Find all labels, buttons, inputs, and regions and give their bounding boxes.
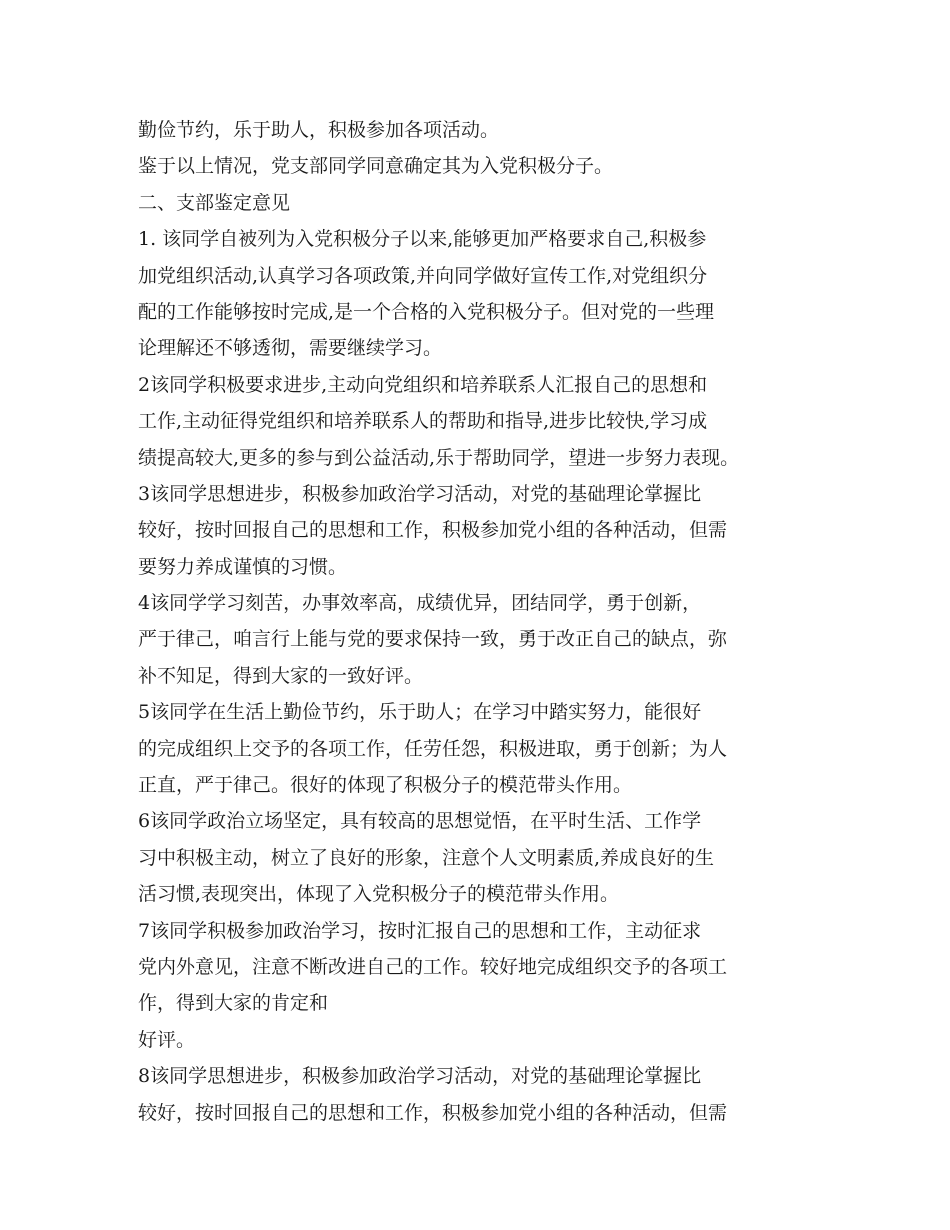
text-line: 3该同学思想进步，积极参加政治学习活动，对党的基础理论掌握比 bbox=[138, 482, 702, 505]
text-line: 较好，按时回报自己的思想和工作，积极参加党小组的各种活动，但需 bbox=[138, 519, 728, 542]
text-line: 补不知足，得到大家的一致好评。 bbox=[138, 664, 424, 687]
text-line: 加党组织活动,认真学习各项政策,并向同学做好宣传工作,对党组织分 bbox=[138, 264, 708, 287]
text-line: 8该同学思想进步，积极参加政治学习活动，对党的基础理论掌握比 bbox=[138, 1065, 702, 1088]
text-line: 较好，按时回报自己的思想和工作，积极参加党小组的各种活动，但需 bbox=[138, 1101, 728, 1124]
text-line: 2该同学积极要求进步,主动向党组织和培养联系人汇报自己的思想和 bbox=[138, 373, 708, 396]
text-line: 正直，严于律己。很好的体现了积极分子的模范带头作用。 bbox=[138, 774, 633, 797]
text-line: 的完成组织上交予的各项工作，任劳任怨，积极进取，勇于创新；为人 bbox=[138, 737, 728, 760]
text-line: 工作,主动征得党组织和培养联系人的帮助和指导,进步比较快,学习成 bbox=[138, 410, 708, 433]
text-line: 严于律己，咱言行上能与党的要求保持一致，勇于改正自己的缺点，弥 bbox=[138, 628, 728, 651]
document-body bbox=[138, 112, 838, 1131]
text-line: 5该同学在生活上勤俭节约，乐于助人；在学习中踏实努力，能很好 bbox=[138, 701, 702, 724]
text-line: 好评。 bbox=[138, 1028, 196, 1051]
text-line: 二、支部鉴定意见 bbox=[138, 191, 291, 214]
text-line: 鉴于以上情况，党支部同学同意确定其为入党积极分子。 bbox=[138, 155, 614, 178]
text-line: 绩提高较大,更多的参与到公益活动,乐于帮助同学，望进一步努力表现。 bbox=[138, 446, 740, 469]
text-line: 要努力养成谨慎的习惯。 bbox=[138, 555, 348, 578]
text-line: 活习惯,表现突出，体现了入党积极分子的模范带头作用。 bbox=[138, 883, 620, 906]
text-line: 4该同学学习刻苦，办事效率高，成绩优异，团结同学，勇于创新， bbox=[138, 592, 702, 615]
text-line: 勤俭节约，乐于助人，积极参加各项活动。 bbox=[138, 119, 500, 141]
text-line: 7该同学积极参加政治学习，按时汇报自己的思想和工作，主动征求 bbox=[138, 919, 702, 942]
text-line: 6该同学政治立场坚定，具有较高的思想觉悟，在平时生活、工作学 bbox=[138, 810, 702, 833]
text-line: 习中积极主动，树立了良好的形象，注意个人文明素质,养成良好的生 bbox=[138, 846, 715, 869]
text-line: 1. 该同学自被列为入党积极分子以来,能够更加严格要求自己,积极参 bbox=[138, 228, 707, 251]
text-line: 党内外意见，注意不断改进自己的工作。较好地完成组织交予的各项工 bbox=[138, 955, 728, 978]
text-line: 作，得到大家的肯定和 bbox=[138, 992, 329, 1015]
text-line: 配的工作能够按时完成,是一个合格的入党积极分子。但对党的一些理 bbox=[138, 300, 715, 323]
text-line: 论理解还不够透彻，需要继续学习。 bbox=[138, 337, 443, 360]
